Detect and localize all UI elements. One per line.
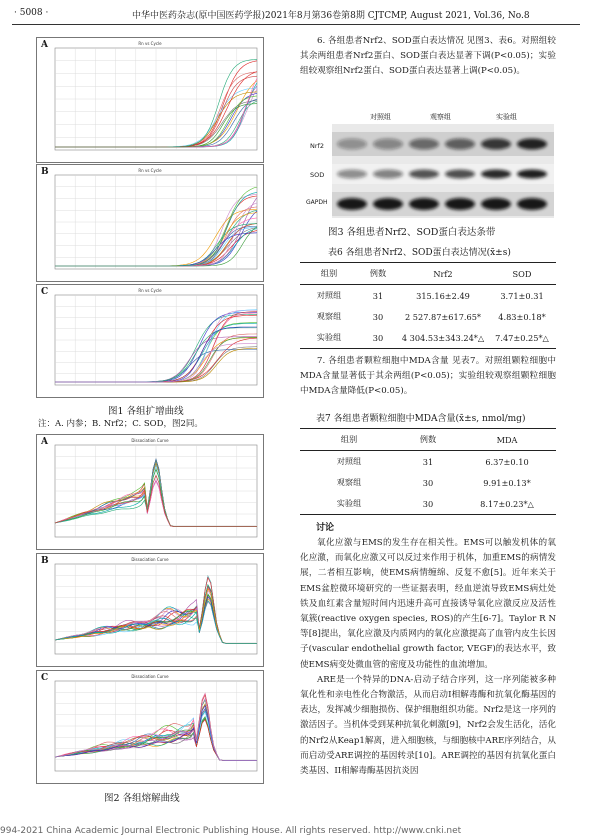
blot-band — [445, 198, 475, 210]
table-cell: 30 — [358, 327, 398, 349]
table-cell: 30 — [422, 477, 434, 488]
panel-label: C — [41, 287, 49, 297]
blot-band — [373, 170, 403, 179]
discussion-paragraph-1: 氧化应激与EMS的发生存在相关性。EMS可以触发机体的氧化应激，而氧化应激又可以反过来作用于机体，加重EMS的病情发展，二者相互影响，使EMS病情缠绵、反复不愈[5]。近年来关于EMS盆腔微环境研究的一些证据表明，经血逆流导致EMS病灶处铁及血红素含量短时间内迅速升高可直接诱导氧化应激反应及活性氧簇(reactive oxygen species, ROS)的产生[6-7]。Taylor R N等[8]提出，氧化应激及内质网内的氧化应激提高了血管内皮生长因子(vascular endothelial growth factor, VEGF)的表达水平，致使EMS病变处微血管的密度及功能性的血流增加。 — [300, 538, 556, 670]
blot-image — [332, 124, 554, 218]
page-number: · 5008 · — [14, 8, 49, 18]
figure1-panel-a — [36, 37, 264, 163]
table-cell: 观察组 — [336, 477, 362, 487]
blot-band — [481, 170, 511, 179]
row-label-sod: SOD — [310, 171, 325, 179]
table-cell: 30 — [372, 311, 384, 322]
figure2-panel-a — [36, 434, 264, 550]
table-cell: 8.17±0.23*△ — [458, 493, 556, 515]
blot-band — [517, 198, 547, 210]
journal-header: 中华中医药杂志(原中国医药学报)2021年8月第36卷第8期 CJTCMP, August 2021, Vol.36, No.8 — [132, 11, 530, 21]
figure1-caption: 图1 各组扩增曲线 — [108, 406, 184, 417]
amplification-plot-b — [37, 165, 263, 281]
blot-band — [337, 198, 367, 210]
table-cell: 31 — [372, 290, 384, 301]
panel-label: A — [41, 40, 48, 50]
page-footer: 994-2021 China Academic Journal Electronic Publishing House. All rights reserved. http://www.cnki.net — [0, 826, 462, 836]
table-row — [300, 285, 556, 307]
plot-title: Rn vs Cycle — [138, 41, 162, 46]
table6-header-group: 组别 — [300, 263, 358, 285]
table-row — [300, 306, 556, 327]
table-cell: 实验组 — [300, 327, 358, 349]
table-cell: 30 — [398, 493, 458, 515]
panel-label: B — [41, 167, 49, 177]
dissociation-plot-c — [37, 671, 263, 783]
blot-band — [481, 139, 511, 150]
blot-band — [517, 170, 547, 179]
table-row — [300, 493, 556, 515]
table-cell: 31 — [422, 456, 434, 467]
figure1-note: 注：A. 内参；B. Nrf2；C. SOD，图2同。 — [38, 419, 203, 429]
table7 — [300, 428, 556, 515]
figure3-western-blot — [300, 110, 556, 220]
amplification-plot-a — [37, 38, 263, 162]
dissociation-plot-b — [37, 554, 263, 666]
table-cell: 观察组 — [316, 311, 342, 321]
plot-title: Rn vs Cycle — [138, 288, 162, 293]
plot-title: Dissociation Curve — [131, 557, 169, 562]
group-label-control: 对照组 — [370, 113, 391, 121]
table-cell: 7.47±0.25*△ — [488, 327, 556, 349]
table6-title: 表6 各组患者Nrf2、SOD蛋白表达情况(x̄±s) — [328, 248, 511, 258]
section7-paragraph — [300, 354, 556, 400]
table7-title: 表7 各组患者颗粒细胞中MDA含量(x̄±s, nmol/mg) — [316, 414, 526, 424]
group-label-experiment: 实验组 — [496, 113, 517, 121]
section6-text: 6. 各组患者Nrf2、SOD蛋白表达情况 见图3、表6。对照组较其余两组患者Nrf2蛋白、SOD蛋白表达显著下调(P<0.05)；实验组较观察组Nrf2蛋白、SOD蛋白表达显著上调(P<0.05)。 — [300, 36, 556, 77]
plot-title: Dissociation Curve — [131, 674, 169, 679]
figure3-caption: 图3 各组患者Nrf2、SOD蛋白表达条带 — [328, 227, 496, 238]
header-rule — [12, 24, 580, 25]
dissociation-plot-a — [37, 435, 263, 549]
panel-label: C — [41, 673, 49, 683]
blot-band — [517, 139, 547, 150]
table-row — [300, 327, 556, 349]
figure2-panel-b — [36, 553, 264, 667]
table-row — [300, 451, 556, 473]
table-cell: 对照组 — [316, 290, 342, 300]
blot-band — [409, 170, 439, 179]
blot-band — [373, 139, 403, 150]
discussion-paragraph-2: ARE是一个特异的DNA-启动子结合序列，这一序列能被多种氧化性和亲电性化合物激活，从而启动I相解毒酶和抗氧化酶基因的表达，发挥减少细胞损伤、保护细胞组织功能。Nrf2是这一序列的激活因子。当机体受到某种抗氧化刺激[9]，Nrf2会发生活化，活化的Nrf2从Keap1解离，进入细胞核，与细胞核中ARE序列结合，从而启动受ARE调控的基因转录[10]。ARE调控的基因有抗氧化蛋白类基因、II相解毒酶基因抗炎因 — [300, 674, 556, 777]
table7-header-group: 组别 — [300, 429, 398, 451]
table6 — [300, 262, 556, 349]
table6-header-count: 例数 — [358, 263, 398, 285]
discussion-heading: 讨论 — [316, 523, 335, 533]
blot-band — [445, 139, 475, 150]
blot-band — [445, 170, 475, 179]
figure2-panel-c — [36, 670, 264, 784]
table-cell: 315.16±2.49 — [416, 290, 470, 301]
section6-paragraph — [300, 34, 556, 80]
table7-header-count: 例数 — [398, 429, 458, 451]
table6-header-sod: SOD — [488, 263, 556, 285]
figure2-caption: 图2 各组熔解曲线 — [104, 793, 180, 804]
blot-band — [409, 139, 439, 150]
table-cell: 6.37±0.10 — [485, 456, 529, 467]
figure1-panel-b — [36, 164, 264, 282]
table-cell: 4 304.53±343.24*△ — [398, 327, 488, 349]
blot-band — [337, 139, 367, 150]
blot-band — [481, 198, 511, 210]
table-cell: 实验组 — [300, 493, 398, 515]
amplification-plot-c — [37, 285, 263, 397]
section7-text: 7. 各组患者颗粒细胞中MDA含量 见表7。对照组颗粒细胞中MDA含量显著低于其余两组(P<0.05)；实验组较观察组颗粒细胞中MDA含量降低(P<0.05)。 — [300, 356, 556, 397]
table6-header-nrf2: Nrf2 — [398, 263, 488, 285]
plot-title: Dissociation Curve — [131, 438, 169, 443]
blot-band — [373, 198, 403, 210]
group-label-observation: 观察组 — [430, 113, 451, 121]
row-label-nrf2: Nrf2 — [310, 142, 324, 150]
panel-label: A — [41, 437, 48, 447]
table7-header-mda: MDA — [458, 429, 556, 451]
table-row — [300, 472, 556, 493]
table-cell: 对照组 — [336, 456, 362, 466]
table-cell: 9.91±0.13* — [483, 477, 531, 488]
table-cell: 3.71±0.31 — [500, 290, 544, 301]
row-label-gapdh: GAPDH — [306, 199, 328, 206]
panel-label: B — [41, 556, 49, 566]
table-cell: 2 527.87±617.65* — [404, 311, 482, 322]
figure1-panel-c — [36, 284, 264, 398]
plot-title: Rn vs Cycle — [138, 168, 162, 173]
blot-band — [337, 170, 367, 179]
discussion-body — [300, 536, 556, 779]
table-cell: 4.83±0.18* — [498, 311, 546, 322]
blot-band — [409, 198, 439, 210]
